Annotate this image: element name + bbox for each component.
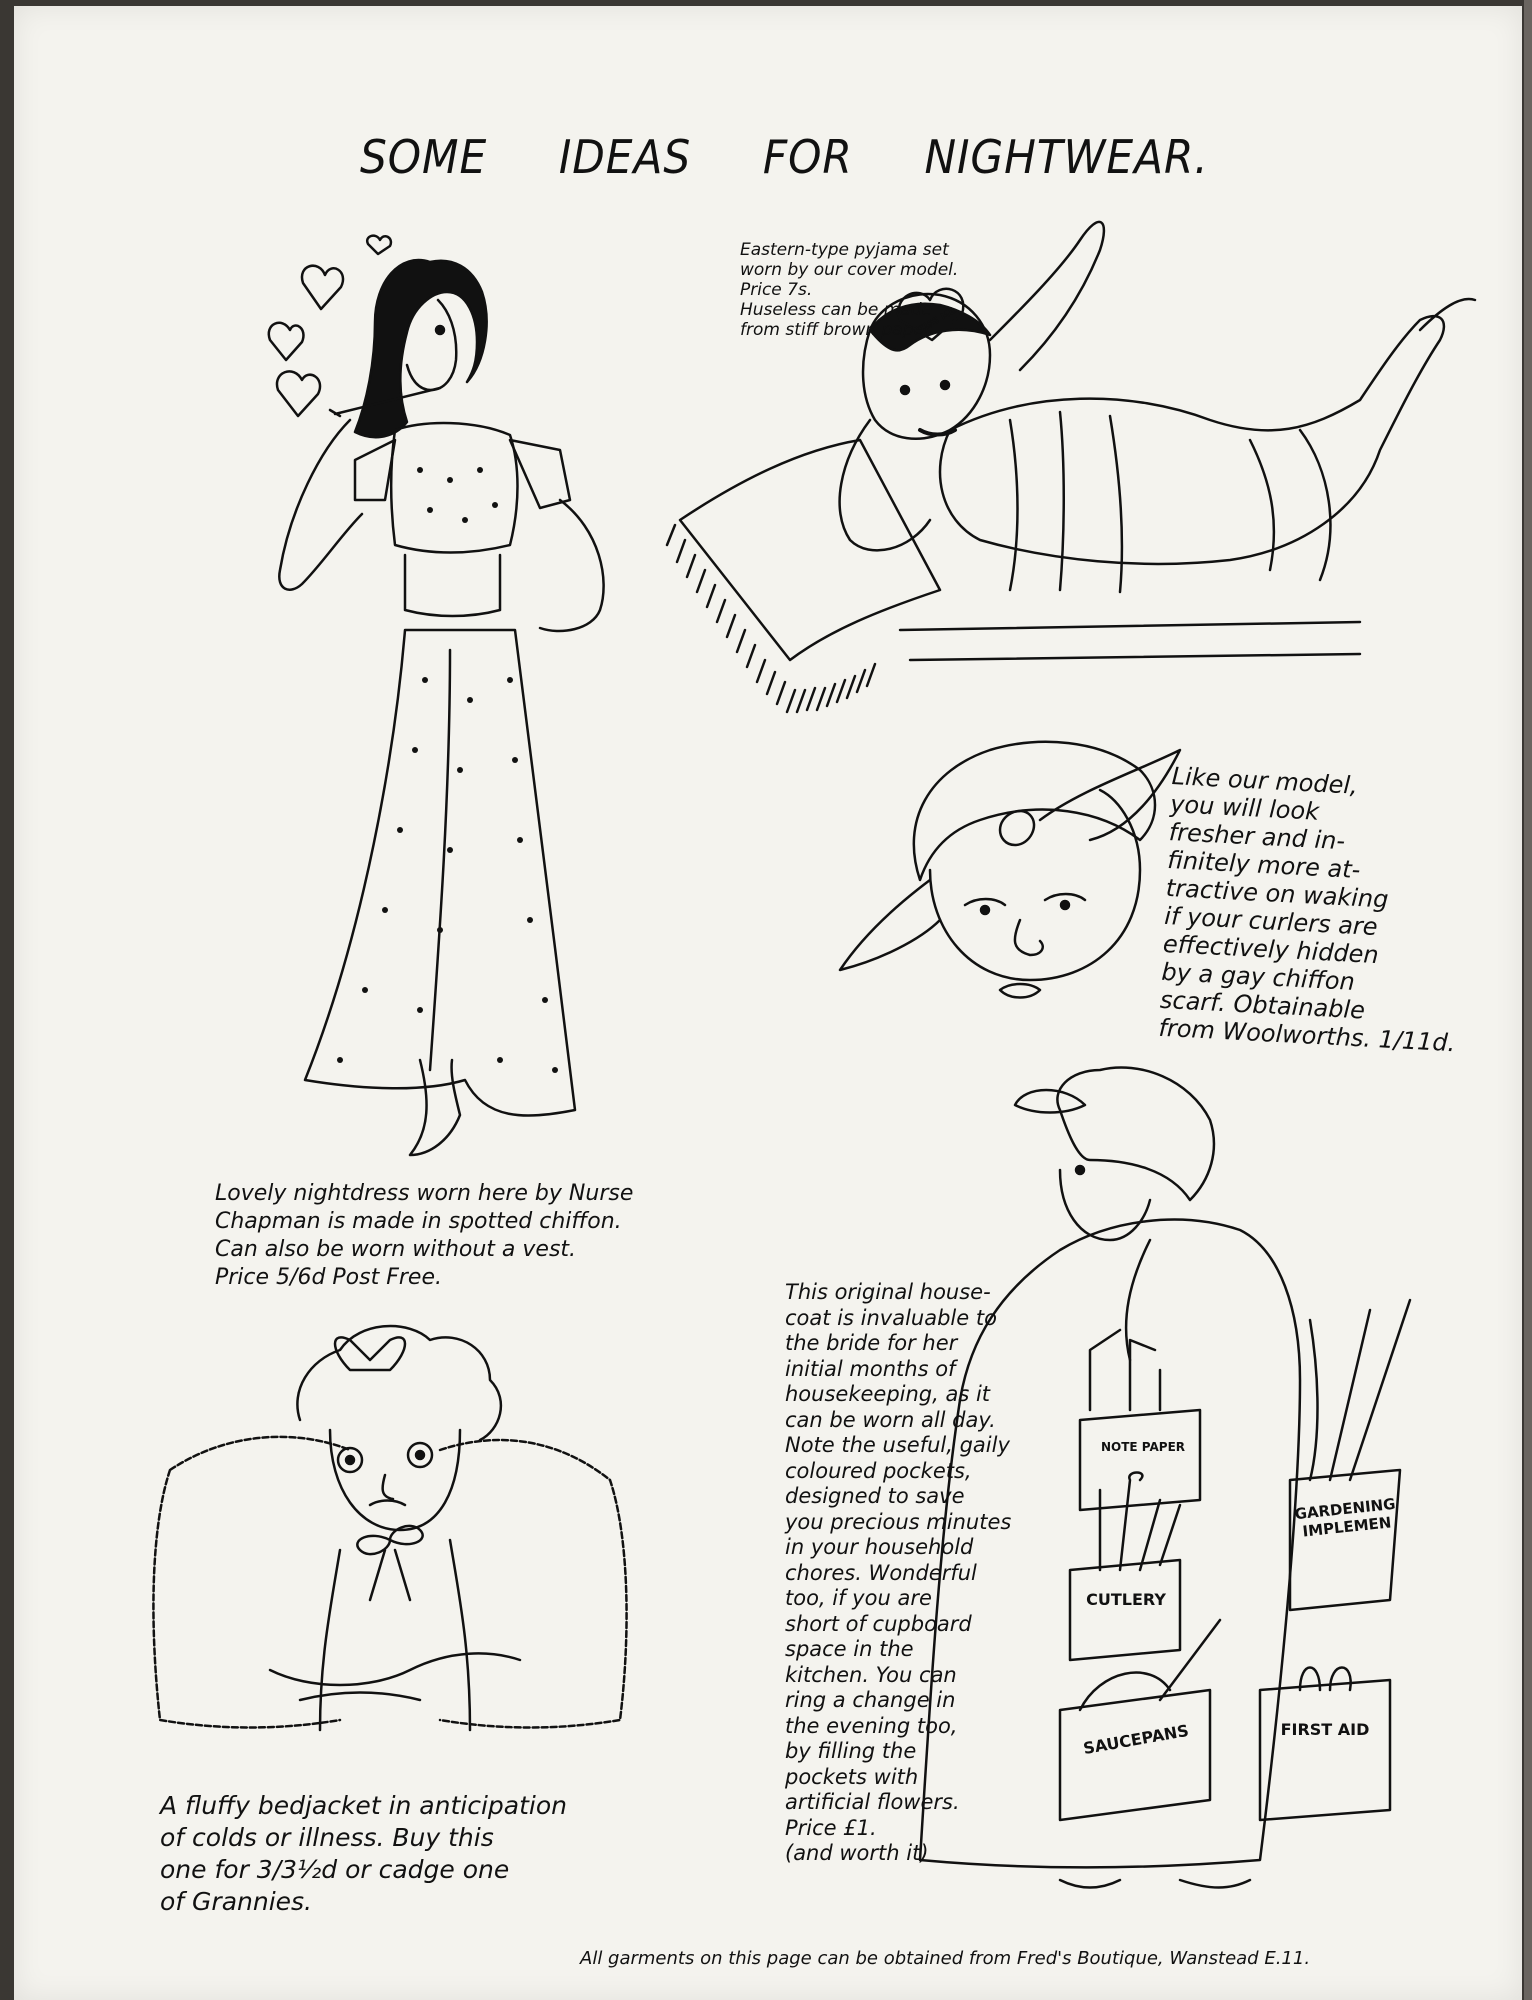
caption-housecoat: This original house- coat is invaluable to the bride for her initial months of housekeeping, as it can be worn all day. Note the useful, gaily coloured pockets, designed to save you precious minutes in your household chores. Wonderful too, if you are short of cupboard space in the kitchen. You can ring a change in the evening too, by filling the pockets with artificial flowers. Price £1. (and worth it) xyxy=(785,1280,1012,1865)
notepaper-label: NOTE PAPER xyxy=(1100,1440,1186,1454)
cutlery-pocket xyxy=(1070,1560,1180,1660)
spotted-trousers xyxy=(305,630,575,1116)
caption-nightdress: Lovely nightdress worn here by Nurse Chapman is made in spotted chiffon. Can also be worn without a vest. Price 5/6d Post Free. xyxy=(215,1181,634,1290)
heart-doodle-3 xyxy=(367,236,391,254)
ribbon-tie xyxy=(357,1526,422,1600)
scarf-tail xyxy=(840,880,940,970)
cushion xyxy=(680,440,940,660)
title-word-2: IDEAS xyxy=(558,130,692,184)
cutlery-label: CUTLERY xyxy=(1086,1590,1166,1609)
bedjacket-figure xyxy=(153,1326,626,1730)
caption-turban-scarf: Like our model, you will look fresher and in- finitely more at- tractive on waking if your curlers are effectively hidden by a gay chiffon scarf. Obtainable from Woolworths. 1/11d. xyxy=(1157,762,1457,1058)
face-outline xyxy=(930,790,1140,980)
heart-doodle-4 xyxy=(277,371,320,416)
nightdress-figure xyxy=(269,236,604,1155)
heart-label: KISS ME xyxy=(916,306,958,336)
notepaper-pocket xyxy=(1080,1410,1200,1510)
pyjama-body xyxy=(940,316,1444,564)
caption-bedjacket: A fluffy bedjacket in anticipation of colds or illness. Buy this one for 3/3½d or cadge one of Grannies. xyxy=(160,1791,567,1916)
title-word-4: NIGHTWEAR. xyxy=(924,130,1209,184)
fluffy-jacket xyxy=(153,1437,626,1728)
first-aid-label: FIRST AID xyxy=(1280,1720,1370,1739)
heart-doodle-2 xyxy=(302,266,343,309)
title-word-1: SOME xyxy=(360,130,488,184)
turban-knot xyxy=(1000,811,1034,845)
spotted-top xyxy=(391,423,517,552)
curly-hair xyxy=(297,1326,501,1440)
cushion-fringe xyxy=(667,525,875,712)
footer-note: All garments on this page can be obtained from Fred's Boutique, Wanstead E.11. xyxy=(580,1948,1311,1969)
hair xyxy=(355,260,487,437)
turban xyxy=(914,742,1155,880)
title-word-3: FOR xyxy=(762,130,853,184)
caption-pyjamas: Eastern-type pyjama set worn by our cover model. Price 7s. Huseless can be made from stiff brown paper. xyxy=(740,240,959,340)
saucepans-label: SAUCEPANS xyxy=(1081,1720,1191,1759)
headscarf xyxy=(1057,1067,1214,1200)
heart-doodle-1 xyxy=(269,323,304,360)
turban-figure xyxy=(840,742,1180,998)
gardening-label: GARDENING IMPLEMEN xyxy=(1293,1494,1397,1541)
